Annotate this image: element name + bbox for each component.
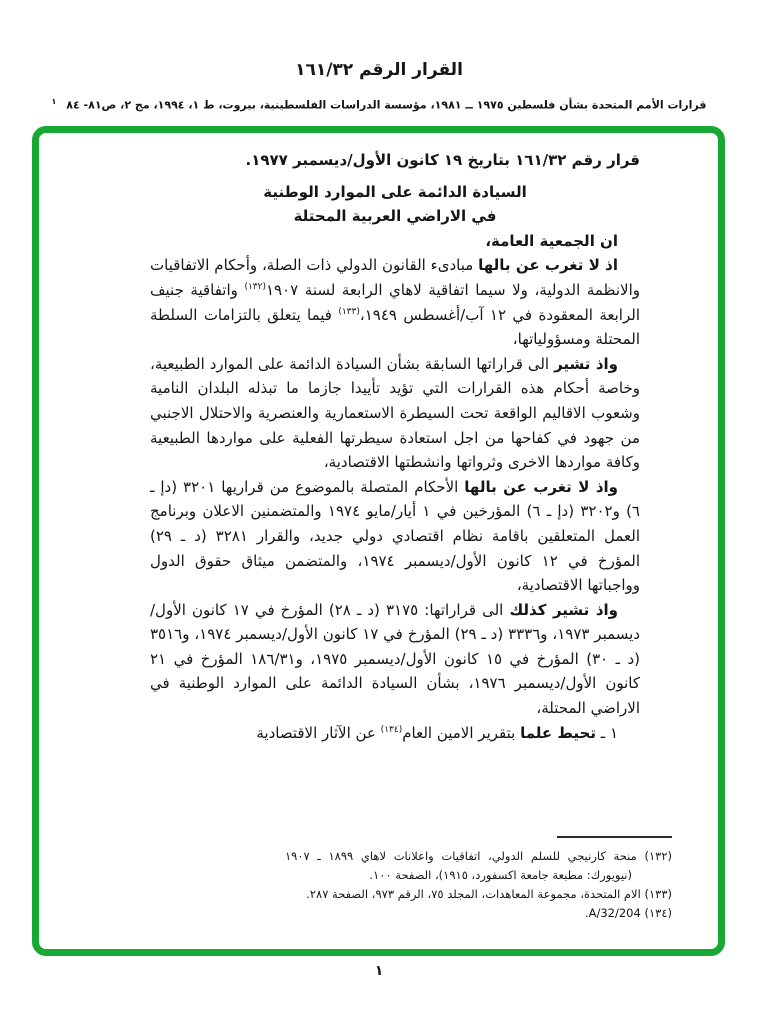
text-run: فيما يتعلق بالتزامات السلطة المحتلة ومسؤولياتها، — [150, 305, 640, 349]
source-citation-footnote-ref: ١ — [51, 97, 57, 106]
salutation: ان الجمعية العامة، — [485, 231, 618, 250]
preamble-clause-1 — [150, 253, 640, 351]
preamble-clause-2 — [150, 352, 640, 475]
footnote-text: A/32/204. — [584, 906, 641, 920]
footnote-separator — [557, 836, 672, 838]
bold-run: تحيط علما — [520, 723, 596, 742]
bold-run: واذ تشير كذلك — [509, 600, 618, 619]
resolution-number-title: القرار الرقم ١٦١/٣٢ — [295, 60, 463, 80]
bold-run: واذ تشير — [554, 354, 618, 373]
footnote-label: (١٣٢) — [644, 849, 672, 863]
resolution-border-box — [32, 126, 725, 956]
footnote-label: (١٣٣) — [644, 887, 672, 901]
footnote-reference: (١٣٣) — [338, 306, 360, 317]
resolution-title-line-2: في الاراضي العربية المحتلة — [293, 207, 497, 226]
bold-run: واذ لا تغرب عن بالها — [464, 477, 618, 496]
preamble-clause-3 — [150, 475, 640, 598]
footnote-reference: (١٣٢) — [244, 281, 266, 292]
footnote-reference: (١٣٤) — [380, 724, 403, 735]
footnote-134 — [285, 904, 672, 923]
resolution-heading-line: قرار رقم ١٦١/٣٢ بتاريخ ١٩ كانون الأول/ديسمبر ١٩٧٧. — [245, 151, 640, 169]
text-run: مبادىء القانون الدولي ذات الصلة، وأحكام الاتفاقيات والانظمة الدولية، ولا سيما اتفاقية لاهاي الرابعة لسنة ١٩٠٧ — [150, 256, 640, 299]
text-run: الى قراراتها: ٣١٧٥ (د ـ ٢٨) المؤرخ في ١٧ كانون الأول/ديسمبر ١٩٧٣، و٣٣٣٦ (د ـ ٢٩) المؤرخ في ١٧ كانون الأول/ديسمبر ١٩٧٤، و٣٥١٦ (د ـ ٣٠) المؤرخ في ١٥ كانون الأول/ديسمبر ١٩٧٥، و١٨٦/٣١ المؤرخ في ٢١ كانون الأول/ديسمبر ١٩٧٦، بشأن السيادة الدائمة على الموارد الوطنية في الاراضي المحتلة، — [150, 600, 641, 718]
footnotes-section — [285, 836, 672, 923]
text-run: ١ ـ — [596, 723, 618, 742]
text-run: عن الآثار الاقتصادية — [256, 723, 381, 742]
resolution-title-line-1: السيادة الدائمة على الموارد الوطنية — [263, 182, 527, 201]
footnote-text: منحة كارنيجي للسلم الدولي، اتفاقيات واعلانات لاهاي ١٨٩٩ ـ ١٩٠٧ (نيويورك: مطبعة جامعة اكسفورد، ١٩١٥)، الصفحة ١٠٠. — [285, 849, 637, 882]
footnote-text: الام المتحدة، مجموعة المعاهدات، المجلد ٧٥، الرقم ٩٧٣، الصفحة ٢٨٧. — [306, 887, 641, 901]
text-run: الأحكام المتصلة بالموضوع من قراريها ٣٢٠١ (دإ ـ ٦) و٣٢٠٢ (دإ ـ ٦) المؤرخين في ١ أيار/مايو ١٩٧٤ والمتضمنين الاعلان وبرنامج العمل المتعلقين باقامة نظام اقتصادي دولي جديد، والقرار ٣٢٨١ (د ـ ٢٩) المؤرخ في ١٢ كانون الأول/ديسمبر ١٩٧٤، والمتضمن ميثاق حقوق الدول وواجباتها الاقتصادية، — [150, 477, 641, 595]
footnote-132 — [285, 847, 672, 885]
footnote-label: (١٣٤) — [644, 906, 672, 920]
preamble-clause-4 — [150, 598, 640, 721]
text-run: واتفاقية جنيف الرابعة المعقودة في ١٢ آب/أغسطس ١٩٤٩، — [150, 280, 640, 324]
footnote-133 — [285, 885, 672, 904]
page-number: ١ — [374, 963, 384, 979]
bold-run: اذ لا تغرب عن بالها — [478, 256, 619, 275]
operative-clause-1 — [150, 721, 640, 746]
source-citation-text: قرارات الأمم المتحدة بشأن فلسطين ١٩٧٥ ــ ١٩٨١، مؤسسة الدراسات الفلسطينية، بيروت، ط ١، ١٩٩٤، مج ٢، ص٨١- ٨٤ — [66, 98, 707, 112]
source-citation — [0, 97, 758, 112]
text-run: الى قراراتها السابقة بشأن السيادة الدائمة على الموارد الطبيعية، وخاصة أحكام هذه القرارات التي تؤيد تأييدا جازما ما تبذله البلدان النامية وشعوب الاقاليم الواقعة تحت السيطرة الاستعمارية والعنصرية والاحتلال الاجنبي من جهود في كفاحها من اجل استعادة سيطرتها الفعلية على مواردها الطبيعية وكافة مواردها الاخرى وثرواتها وانشطتها الاقتصادية، — [150, 354, 640, 472]
resolution-paragraphs — [150, 253, 640, 745]
resolution-body — [39, 133, 718, 745]
text-run: بتقرير الامين العام — [402, 723, 521, 742]
